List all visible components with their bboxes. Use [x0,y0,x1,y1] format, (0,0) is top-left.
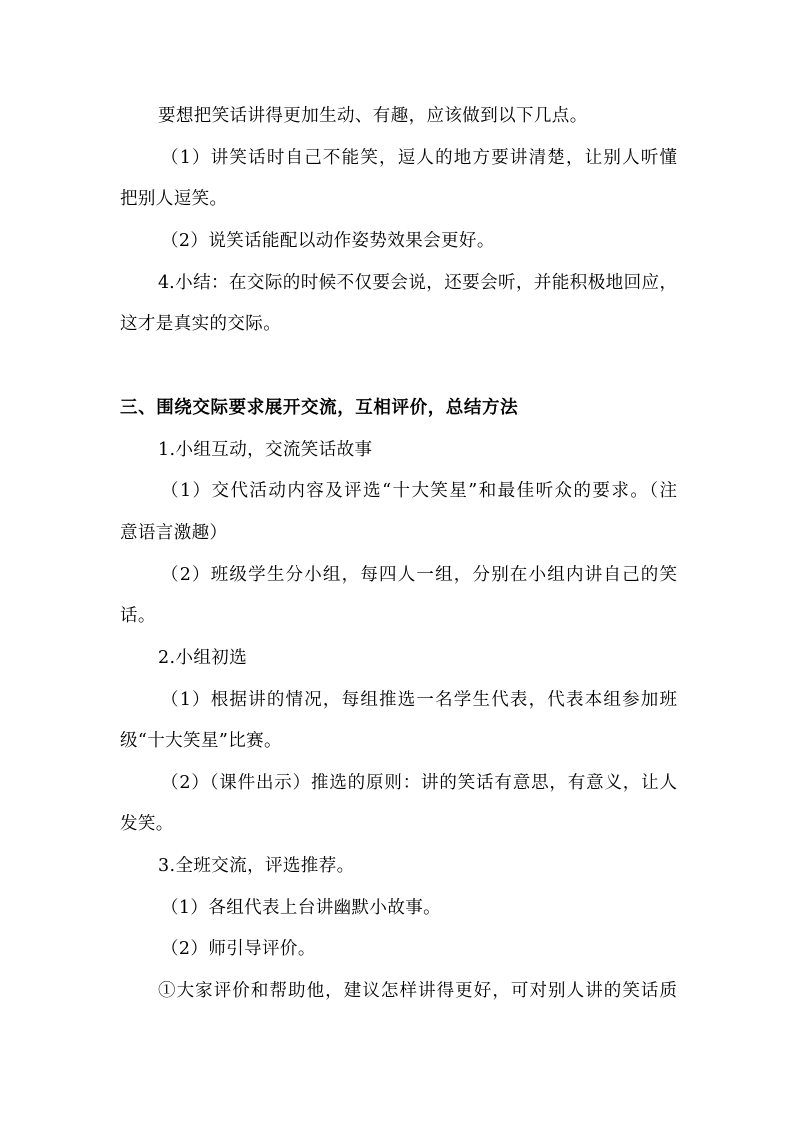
item-1-title: 1.小组互动，交流笑话故事 [158,440,373,460]
item-3-sub-1: （1）各组代表上台讲幽默小故事。 [161,898,442,918]
item-3-title: 3.全班交流，评选推荐。 [158,856,355,876]
item-1-sub-2-line-1: （2）班级学生分小组，每四人一组，分别在小组内讲自己的笑 [161,565,677,585]
item-1-sub-1-line-1: （1）交代活动内容及评选“十大笑星”和最佳听众的要求。（注 [161,481,677,501]
item-3-sub-2-point-1: ①大家评价和帮助他，建议怎样讲得更好，可对别人讲的笑话质 [158,981,677,1001]
item-2-sub-1-line-1: （1）根据讲的情况，每组推选一名学生代表，代表本组参加班 [161,690,677,710]
paragraph-tip-2: （2）说笑话能配以动作姿势效果会更好。 [161,231,495,251]
item-2-title: 2.小组初选 [158,648,248,668]
paragraph-summary-line-1: 4.小结：在交际的时候不仅要会说，还要会听，并能积极地回应， [158,273,677,293]
paragraph-tip-1-line-1: （1）讲笑话时自己不能笑，逗人的地方要讲清楚，让别人听懂 [161,148,677,168]
paragraph-tip-1-line-2: 把别人逗笑。 [120,189,228,209]
item-3-sub-2: （2）师引导评价。 [161,939,316,959]
item-2-sub-2-line-2: 发笑。 [120,814,174,834]
item-1-sub-2-line-2: 话。 [120,606,156,626]
item-1-sub-1-line-2: 意语言激趣） [120,523,228,543]
item-2-sub-2-line-1: （2）（课件出示）推选的原则：讲的笑话有意思，有意义，让人 [161,773,677,793]
item-2-sub-1-line-2: 级“十大笑星”比赛。 [120,731,282,751]
paragraph-tips-intro: 要想把笑话讲得更加生动、有趣，应该做到以下几点。 [158,106,588,126]
paragraph-summary-line-2: 这才是真实的交际。 [120,314,282,334]
section-heading: 三、围绕交际要求展开交流，互相评价，总结方法 [120,398,519,418]
